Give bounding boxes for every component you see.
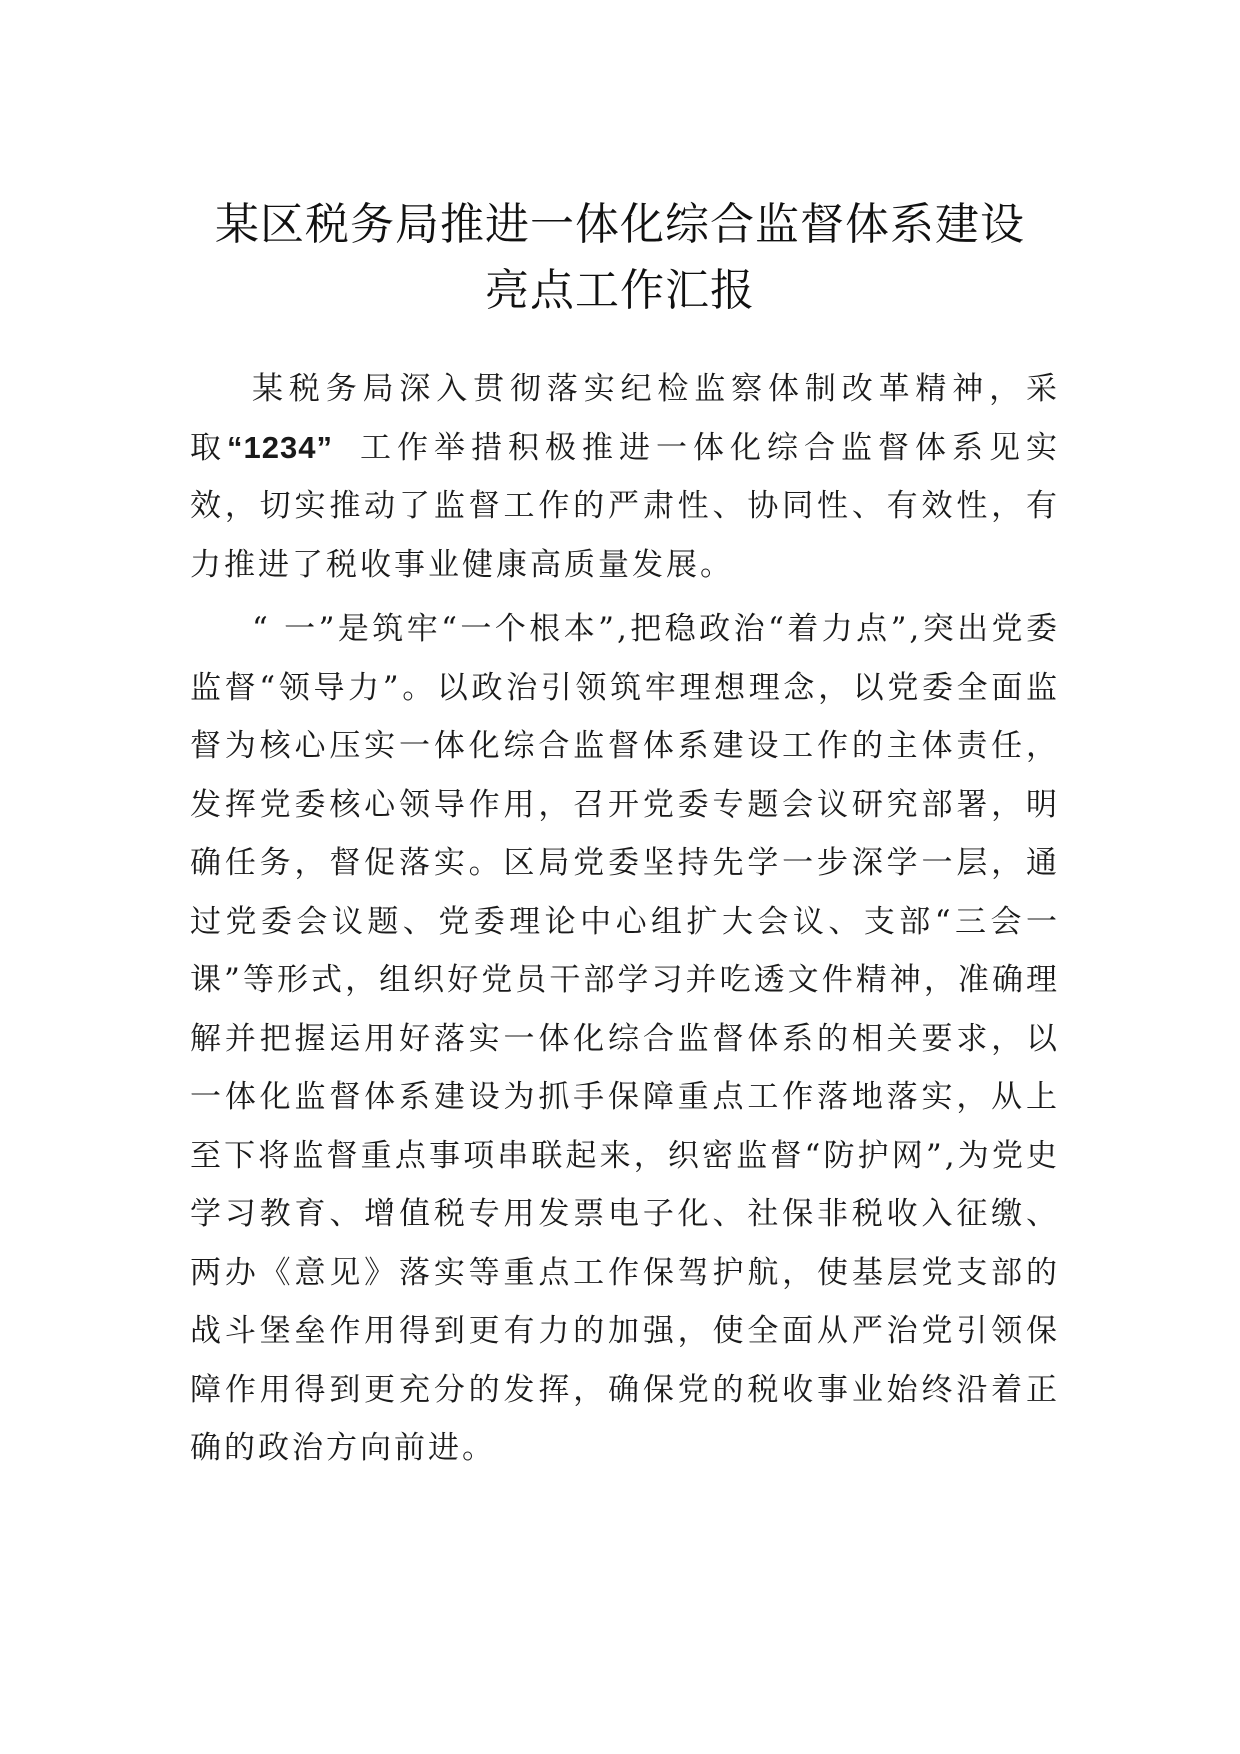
title-line-1: 某区税务局推进一体化综合监督体系建设 (215, 199, 1025, 250)
paragraph-intro-lead: 某税务局深入贯彻落实纪检监察体制改革精神，采取 (190, 371, 1060, 466)
paragraph-point-one: “ 一”是筑牢“一个根本”,把稳政治“着力点”,突出党委监督“领导力”。以政治引领筑牢理想理念，以党委全面监督为核心压实一体化综合监督体系建设工作的主体责任，发挥党委核心领导作用，召开党委专题会议研究部署，明确任务，督促落实。区局党委坚持先学一步深学一层，通过党委会议题、党委理论中心组扩大会议、支部“三会一课”等形式，组织好党员干部学习并吃透文件精神，准确理解并把握运用好落实一体化综合监督体系的相关要求，以一体化监督体系建设为抓手保障重点工作落地落实，从上至下将监督重点事项串联起来，织密监督“防护网”,为党史学习教育、增值税专用发票电子化、社保非税收入征缴、两办《意见》落实等重点工作保驾护航，使基层党支部的战斗堡垒作用得到更有力的加强，使全面从严治党引领保障作用得到更充分的发挥，确保党的税收事业始终沿着正确的政治方向前进。 (190, 611, 1060, 1466)
title-line-2: 亮点工作汇报 (485, 265, 755, 316)
document-title (150, 192, 1090, 324)
paragraph-intro-rest: 工作举措积极推进一体化综合监督体系见实效，切实推动了监督工作的严肃性、协同性、有效性，有力推进了税收事业健康高质量发展。 (190, 429, 1061, 583)
paragraph-intro (190, 360, 1060, 594)
highlight-1234: “1234” (227, 429, 333, 465)
document-body (190, 360, 1060, 1478)
